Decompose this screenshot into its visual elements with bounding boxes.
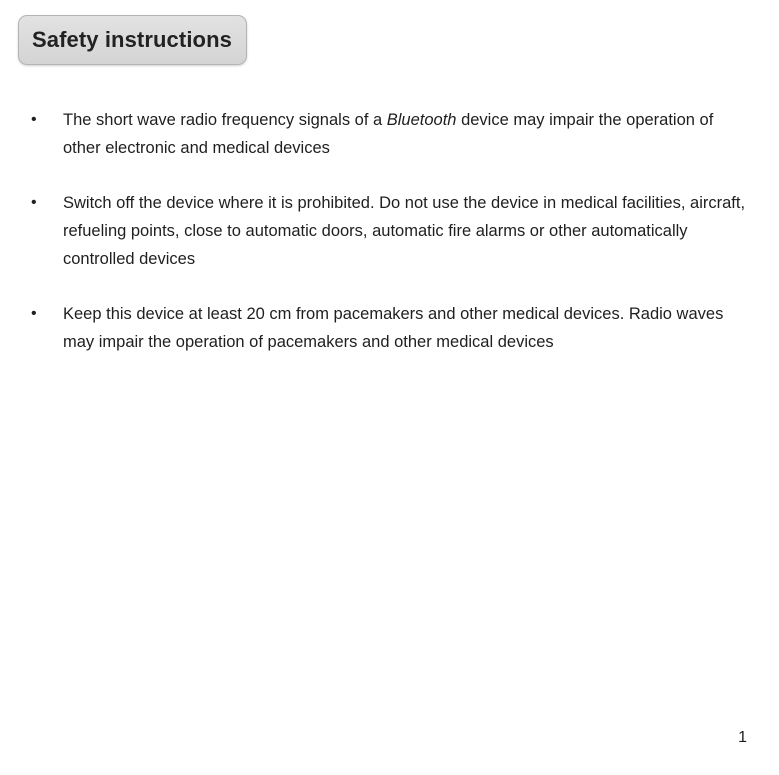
bullet-icon: • <box>31 194 37 211</box>
page-title: Safety instructions <box>32 27 232 52</box>
bullet-text: Keep this device at least 20 cm from pacemakers and other medical devices. Radio waves may impair the operation of pacemakers and other medical devices <box>63 305 724 351</box>
bullet-text-part: The short wave radio frequency signals of a <box>63 111 387 129</box>
bullet-text-part: device may impair the operation of other electronic and medical devices <box>63 111 714 157</box>
list-item <box>0 300 779 356</box>
bullet-text <box>63 111 713 157</box>
bullet-icon: • <box>31 111 37 128</box>
page-number: 1 <box>738 729 747 746</box>
safety-instructions-list <box>0 106 779 383</box>
list-item <box>0 189 779 273</box>
bullet-icon: • <box>31 305 37 322</box>
section-title-tab <box>18 15 247 65</box>
list-item <box>0 106 779 162</box>
bullet-text: Switch off the device where it is prohibited. Do not use the device in medical facilities, aircraft, refueling points, close to automatic doors, automatic fire alarms or other automatically controlled devices <box>63 194 746 268</box>
bluetooth-italic-text: Bluetooth <box>386 111 457 129</box>
